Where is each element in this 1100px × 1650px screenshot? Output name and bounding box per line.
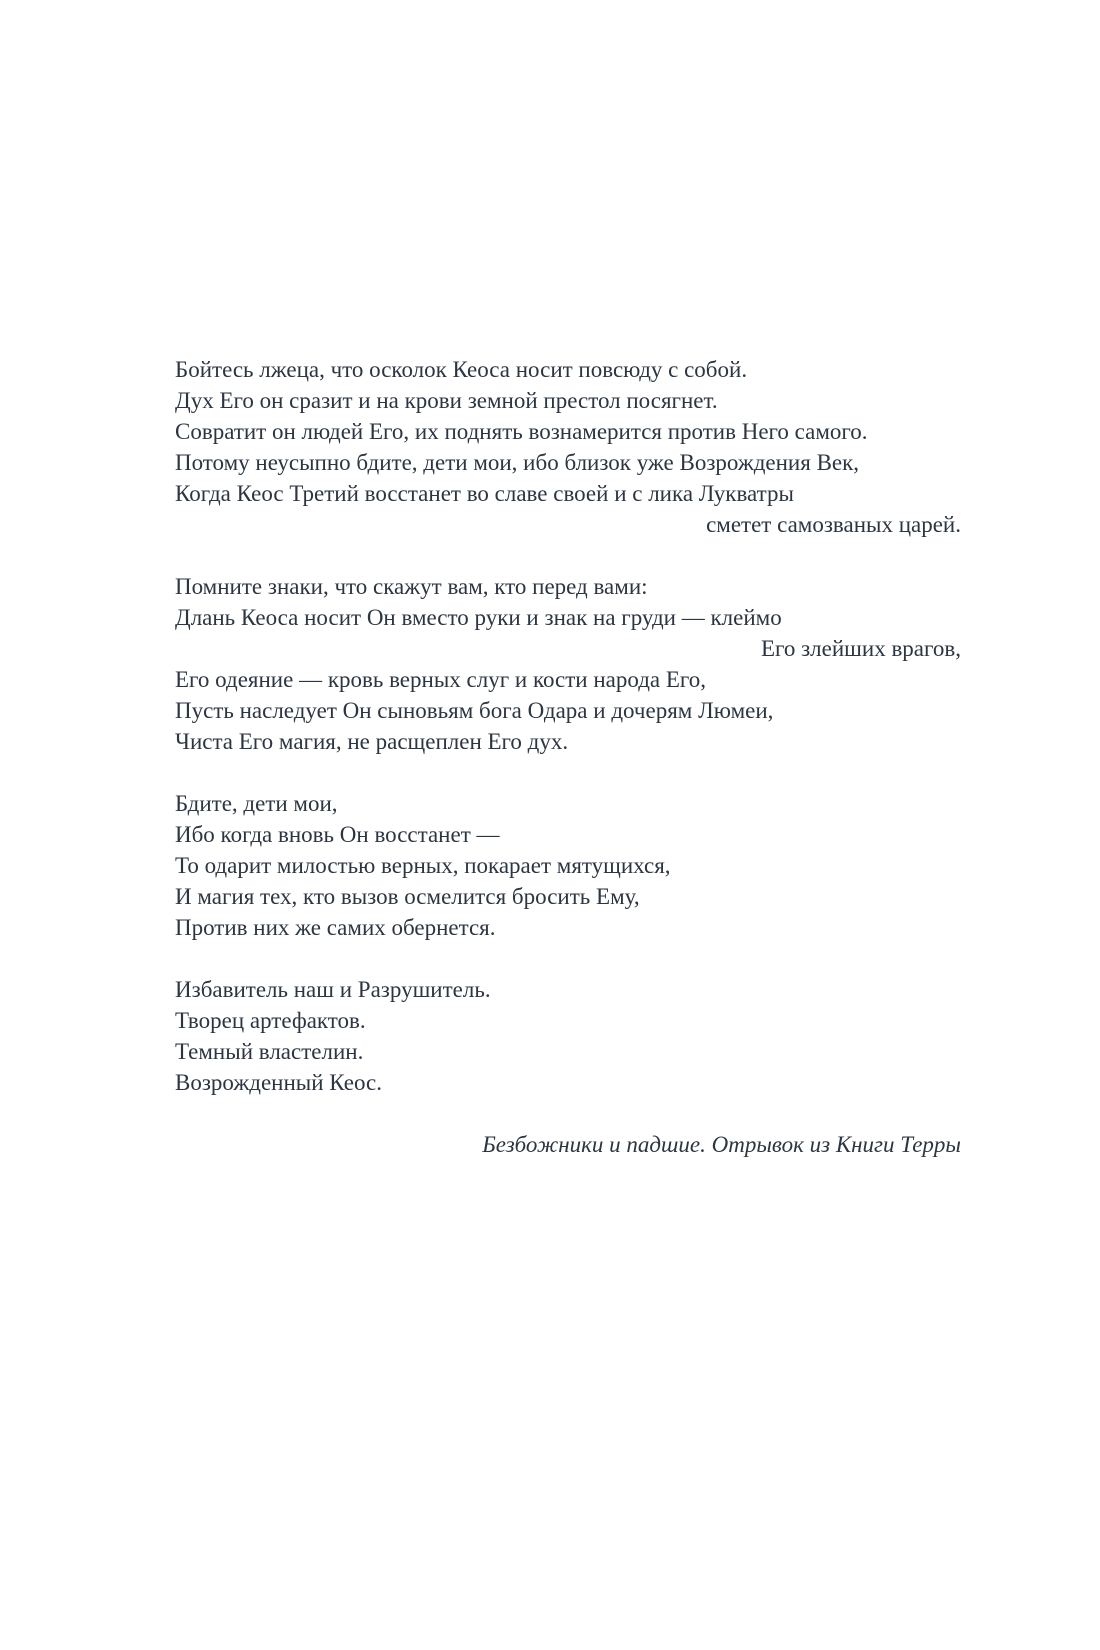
poem-line: Его одеяние — кровь верных слуг и кости народа Его, — [175, 667, 707, 692]
poem-line: Против них же самих обернется. — [175, 915, 496, 940]
poem-line: Творец артефактов. — [175, 1008, 366, 1033]
poem-line: Темный властелин. — [175, 1039, 364, 1064]
poem-line: И магия тех, кто вызов осмелится бросить Ему, — [175, 884, 640, 909]
poem-line: Возрожденный Кеос. — [175, 1070, 382, 1095]
poem-line: Ибо когда вновь Он восстанет — — [175, 822, 500, 847]
source-attribution: Безбожники и падшие. Отрывок из Книги Терры — [482, 1132, 961, 1157]
poem-line: Чиста Его магия, не расщеплен Его дух. — [175, 729, 569, 754]
poem-line: Дух Его он сразит и на крови земной престол посягнет. — [175, 388, 718, 413]
poem-line: Когда Кеос Третий восстанет во славе своей и с лика Лукватры — [175, 481, 794, 506]
poem-line-hanging: сметет самозваных царей. — [706, 512, 961, 537]
poem-line: Бдите, дети мои, — [175, 791, 338, 816]
poem-line: Бойтесь лжеца, что осколок Кеоса носит повсюду с собой. — [175, 357, 748, 382]
poem-line: Потому неусыпно бдите, дети мои, ибо близок уже Возрождения Век, — [175, 450, 860, 475]
stanza-2 — [175, 571, 961, 757]
stanza-3 — [175, 788, 961, 943]
epigraph-text-block — [175, 354, 961, 1160]
stanza-4 — [175, 974, 961, 1098]
poem-line: То одарит милостью верных, покарает мятущихся, — [175, 853, 671, 878]
poem-line: Совратит он людей Его, их поднять вознамерится против Него самого. — [175, 419, 868, 444]
stanza-1 — [175, 354, 961, 540]
poem-line-hanging: Его злейших врагов, — [760, 636, 961, 661]
poem-line: Пусть наследует Он сыновьям бога Одара и дочерям Люмеи, — [175, 698, 774, 723]
poem-line: Длань Кеоса носит Он вместо руки и знак на груди — клеймо — [175, 605, 782, 630]
poem-line: Помните знаки, что скажут вам, кто перед вами: — [175, 574, 648, 599]
poem-line: Избавитель наш и Разрушитель. — [175, 977, 491, 1002]
